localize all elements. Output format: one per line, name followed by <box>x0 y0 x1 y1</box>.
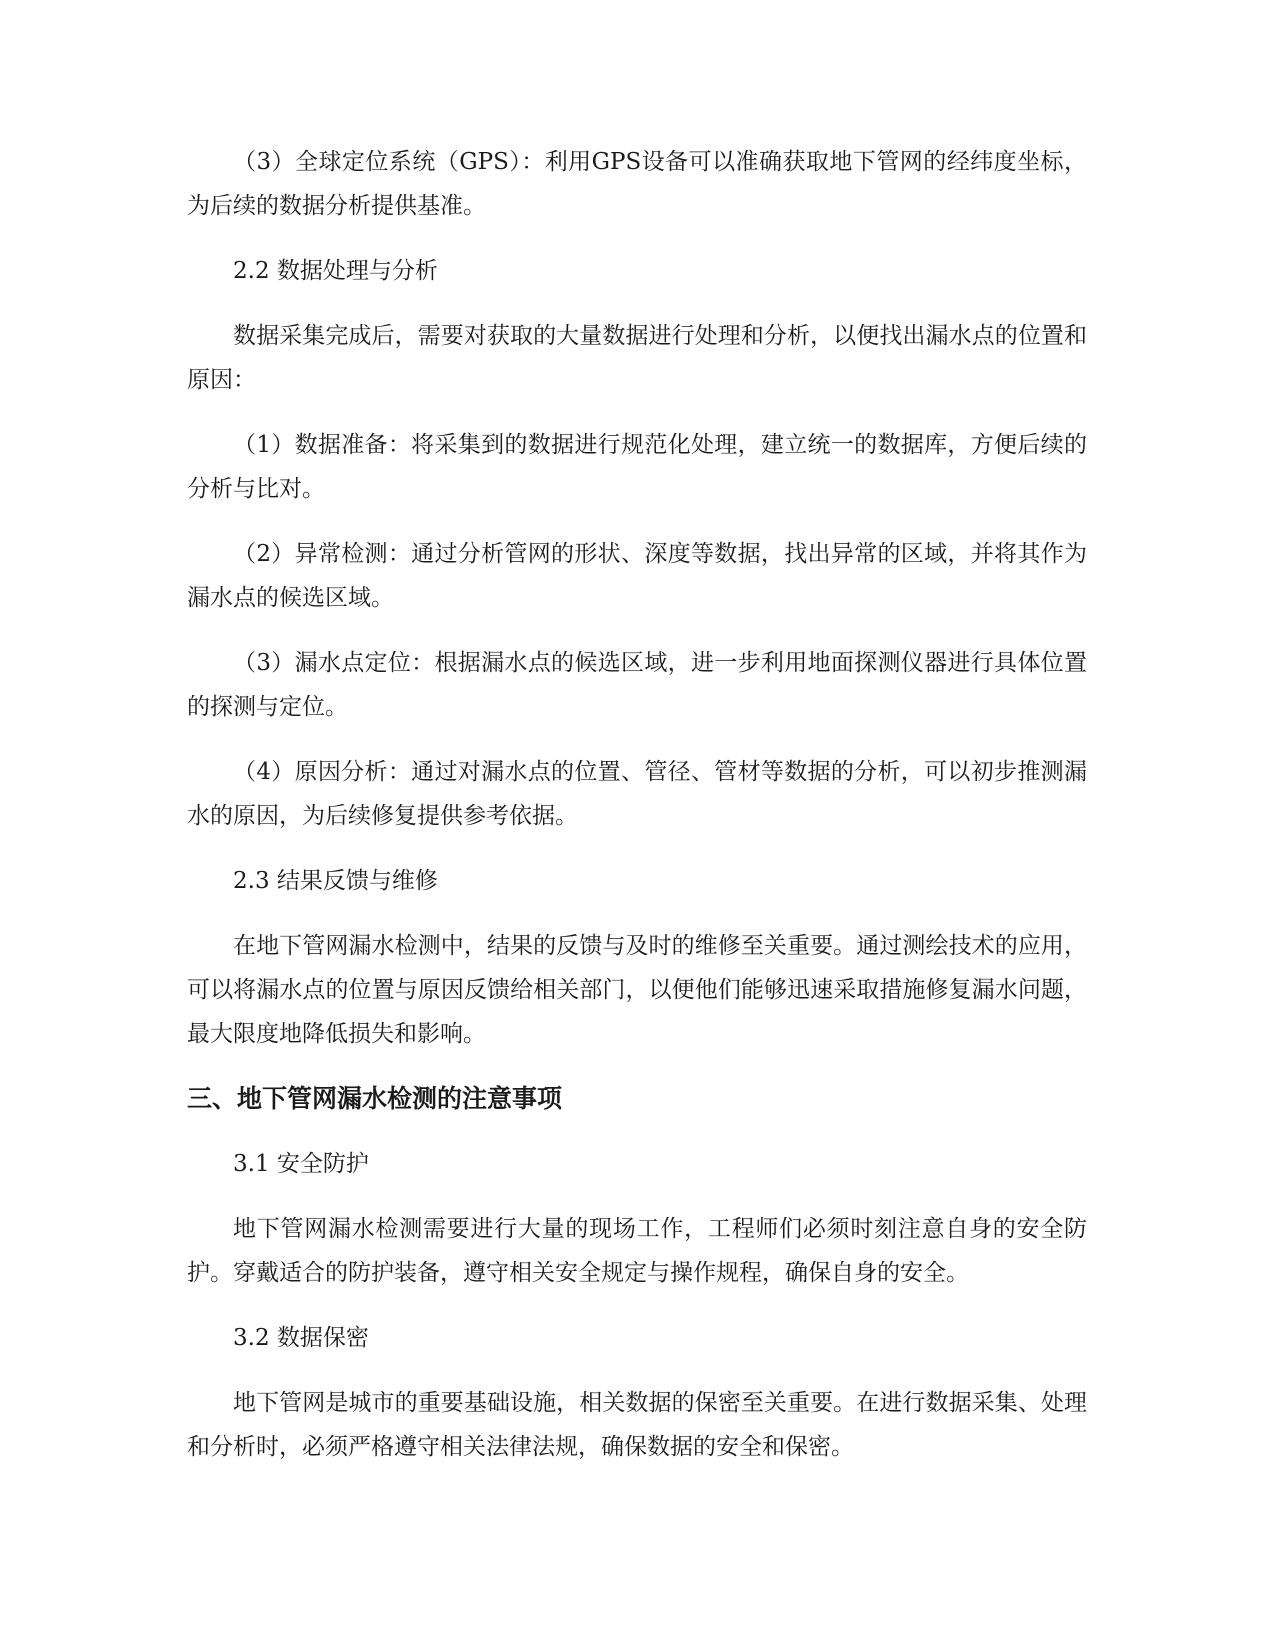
subheading-3-2: 3.2 数据保密 <box>233 1325 369 1351</box>
subheading-3-1: 3.1 安全防护 <box>233 1151 369 1177</box>
para-locate: （3）漏水点定位：根据漏水点的候选区域，进一步利用地面探测仪器进行具体位置的探测与定位。 <box>187 650 1087 720</box>
para-anomaly: （2）异常检测：通过分析管网的形状、深度等数据，找出异常的区域，并将其作为漏水点的候选区域。 <box>187 541 1087 611</box>
para-data-prep: （1）数据准备：将采集到的数据进行规范化处理，建立统一的数据库，方便后续的分析与比对。 <box>187 432 1087 502</box>
document-page <box>187 140 1087 1490</box>
para-feedback: 在地下管网漏水检测中，结果的反馈与及时的维修至关重要。通过测绘技术的应用，可以将漏水点的位置与原因反馈给相关部门，以便他们能够迅速采取措施修复漏水问题，最大限度地降低损失和影响。 <box>187 933 1087 1047</box>
para-data-intro: 数据采集完成后，需要对获取的大量数据进行处理和分析，以便找出漏水点的位置和原因： <box>187 323 1087 393</box>
para-confidential: 地下管网是城市的重要基础设施，相关数据的保密至关重要。在进行数据采集、处理和分析时，必须严格遵守相关法律法规，确保数据的安全和保密。 <box>187 1390 1087 1460</box>
subheading-2-3: 2.3 结果反馈与维修 <box>233 868 438 894</box>
para-cause: （4）原因分析：通过对漏水点的位置、管径、管材等数据的分析，可以初步推测漏水的原因，为后续修复提供参考依据。 <box>187 759 1087 829</box>
para-safety: 地下管网漏水检测需要进行大量的现场工作，工程师们必须时刻注意自身的安全防护。穿戴适合的防护装备，遵守相关安全规定与操作规程，确保自身的安全。 <box>187 1216 1087 1286</box>
para-gps: （3）全球定位系统（GPS）：利用GPS设备可以准确获取地下管网的经纬度坐标，为后续的数据分析提供基准。 <box>187 149 1087 219</box>
subheading-2-2: 2.2 数据处理与分析 <box>233 258 438 284</box>
section-heading-3: 三、地下管网漏水检测的注意事项 <box>187 1084 563 1113</box>
